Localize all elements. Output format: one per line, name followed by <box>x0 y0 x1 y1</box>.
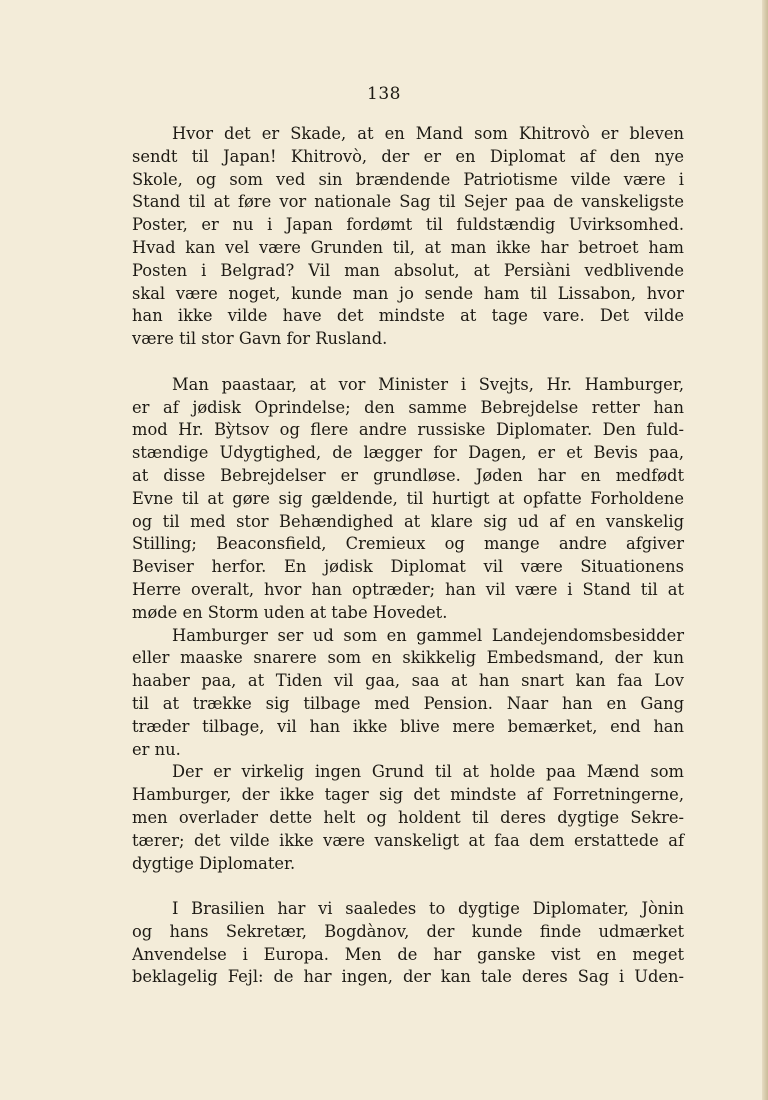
body-text <box>132 123 684 989</box>
paragraph-2 <box>132 374 684 625</box>
text-line: I Brasilien har vi saaledes to dygtige Diplomater, Jònin <box>172 899 684 919</box>
text-line: Stilling; Beaconsfield, Cremieux og mange andre afgiver <box>132 534 684 554</box>
text-line: Skole, og som ved sin brændende Patriotisme vilde være i <box>132 169 684 189</box>
text-line: Posten i Belgrad? Vil man absolut, at Persiàni vedblivende <box>132 260 684 280</box>
text-line: Anvendelse i Europa. Men de har ganske vist en meget <box>132 944 684 964</box>
text-line: haaber paa, at Tiden vil gaa, saa at han snart kan faa Lov <box>132 671 684 691</box>
text-line: Der er virkelig ingen Grund til at holde paa Mænd som <box>172 762 684 782</box>
text-line: Hamburger, der ikke tager sig det mindste af Forretningerne, <box>132 785 684 805</box>
text-line: Beviser herfor. En jødisk Diplomat vil være Situationens <box>132 557 684 577</box>
text-line: han ikke vilde have det mindste at tage vare. Det vilde <box>132 306 684 326</box>
paragraph-gap <box>132 351 684 374</box>
text-line: Poster, er nu i Japan fordømt til fuldstændig Uvirksomhed. <box>132 215 684 235</box>
page-edge <box>762 0 768 1100</box>
text-line: Hvor det er Skade, at en Mand som Khitrovò er bleven <box>172 124 684 143</box>
text-line: Hvad kan vel være Grunden til, at man ikke har betroet ham <box>132 237 684 257</box>
paragraph-4 <box>132 761 684 875</box>
text-line: Stand til at føre vor nationale Sag til Sejer paa de vanskeligste <box>132 192 684 212</box>
text-line: træder tilbage, vil han ikke blive mere bemærket, end han <box>132 716 684 736</box>
text-line: at disse Bebrejdelser er grundløse. Jøden har en medfødt <box>132 465 684 485</box>
text-line: dygtige Diplomater. <box>132 853 296 873</box>
paragraph-gap <box>132 875 684 898</box>
text-line: sendt til Japan! Khitrovò, der er en Diplomat af den nye <box>132 146 684 166</box>
text-line: stændige Udygtighed, de lægger for Dagen, er et Bevis paa, <box>132 443 684 463</box>
text-line: er af jødisk Oprindelse; den samme Bebrejdelse retter han <box>132 397 684 417</box>
text-line: men overlader dette helt og holdent til deres dygtige Sekre- <box>132 807 684 827</box>
paragraph-1 <box>132 123 684 351</box>
text-line: Herre overalt, hvor han optræder; han vil være i Stand til at <box>132 579 684 599</box>
text-line: beklagelig Fejl: de har ingen, der kan tale deres Sag i Uden- <box>132 967 684 987</box>
text-line: tærer; det vilde ikke være vanskeligt at faa dem erstattede af <box>132 830 684 850</box>
text-line: Man paastaar, at vor Minister i Svejts, Hr. Hamburger, <box>172 374 684 394</box>
text-line: Hamburger ser ud som en gammel Landejendomsbesidder <box>172 625 684 645</box>
text-line: møde en Storm uden at tabe Hovedet. <box>132 602 448 622</box>
text-line: og hans Sekretær, Bogdànov, der kunde finde udmærket <box>132 921 684 941</box>
text-line: Evne til at gøre sig gældende, til hurtigt at opfatte Forholdene <box>132 488 684 508</box>
text-line: være til stor Gavn for Rusland. <box>132 329 388 349</box>
text-line: og til med stor Behændighed at klare sig ud af en vanskelig <box>132 511 684 531</box>
page-number: 138 <box>367 84 401 104</box>
paragraph-3 <box>132 625 684 762</box>
text-line: eller maaske snarere som en skikkelig Embedsmand, der kun <box>132 648 684 668</box>
text-line: er nu. <box>132 739 181 759</box>
text-line: til at trække sig tilbage med Pension. Naar han en Gang <box>132 693 684 713</box>
text-line: skal være noget, kunde man jo sende ham til Lissabon, hvor <box>132 283 684 303</box>
text-line: mod Hr. Bỳtsov og flere andre russiske Diplomater. Den fuld- <box>132 420 684 440</box>
paragraph-5 <box>132 898 684 989</box>
